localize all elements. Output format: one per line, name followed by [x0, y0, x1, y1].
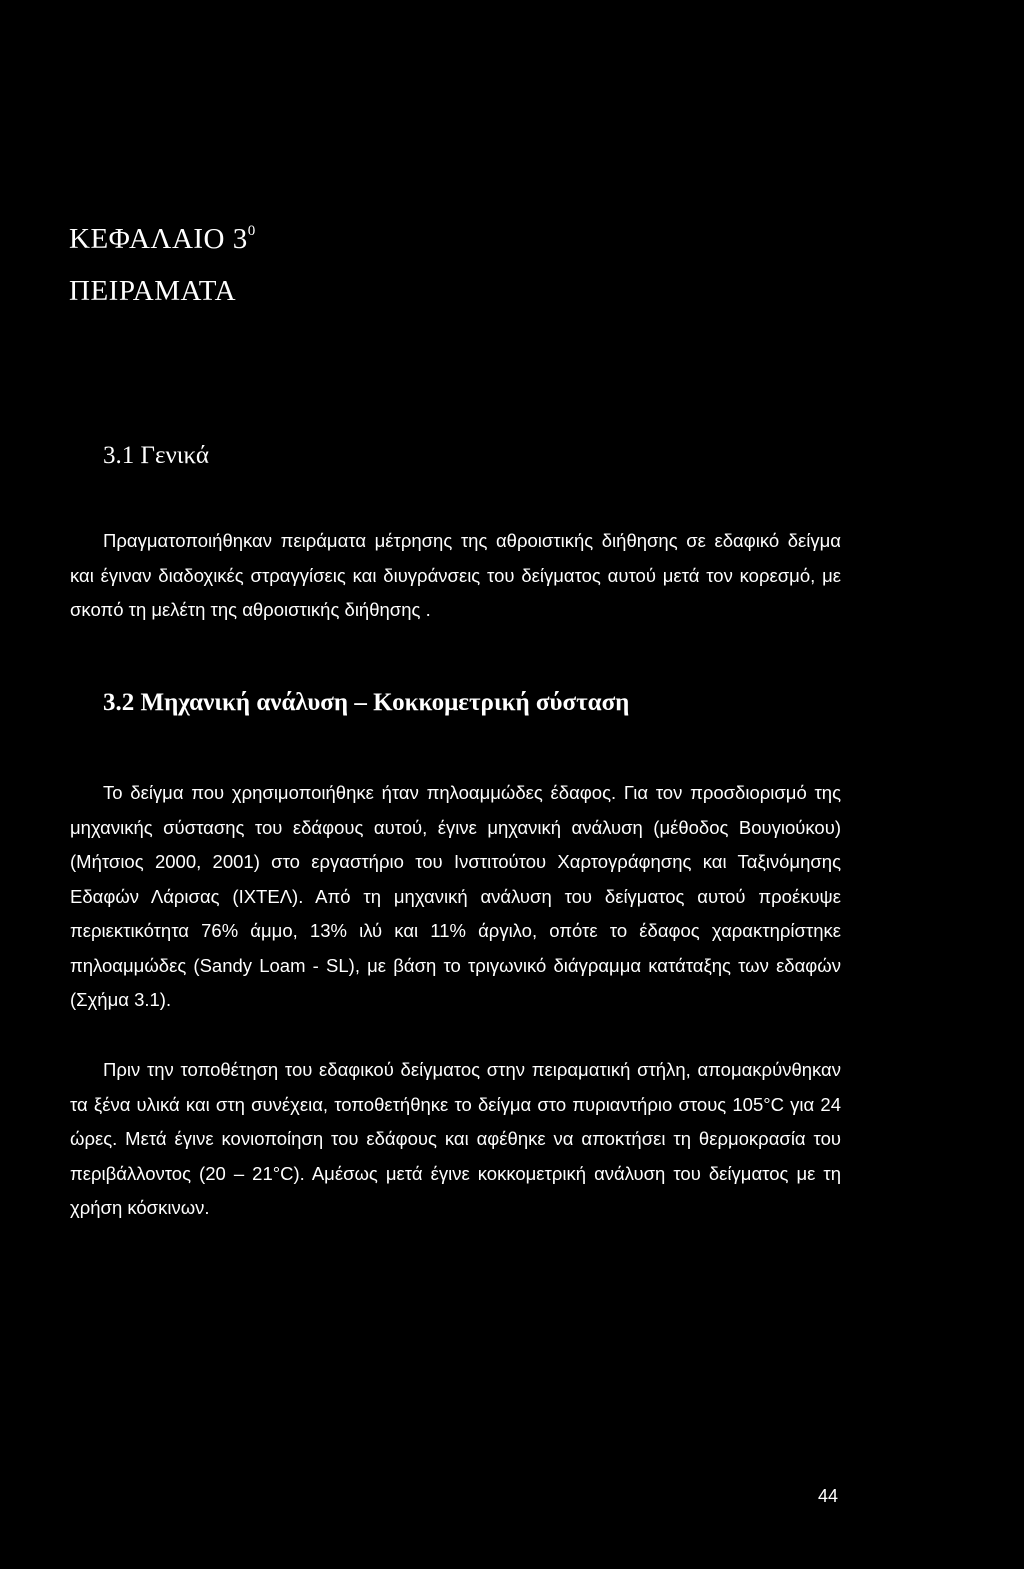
- paragraph-sample-preparation: Πριν την τοποθέτηση του εδαφικού δείγματος στην πειραματική στήλη, απομακρύνθηκαν τα ξένα υλικά και στη συνέχεια, τοποθετήθηκε το δείγμα στο πυριαντήριο στους 105°C για 24 ώρες. Μετά έγινε κονιοποίηση του εδάφους και αφέθηκε να αποκτήσει τη θερμοκρασία του περιβάλλοντος (20 – 21°C). Αμέσως μετά έγινε κοκκομετρική ανάλυση του δείγματος με τη χρήση κόσκινων.: [70, 1059, 841, 1218]
- chapter-number: [69, 224, 256, 254]
- chapter-title: ΠΕΙΡΑΜΑΤΑ: [69, 275, 237, 307]
- paragraph-mechanical-analysis: Το δείγμα που χρησιμοποιήθηκε ήταν πηλοαμμώδες έδαφος. Για τον προσδιορισμό της μηχανικής σύστασης του εδάφους αυτού, έγινε μηχανική ανάλυση (μέθοδος Βουγιούκου) (Μήτσιος 2000, 2001) στο εργαστήριο του Ινστιτούτου Χαρτογράφησης και Ταξινόμησης Εδαφών Λάρισας (ΙΧΤΕΛ). Από τη μηχανική ανάλυση του δείγματος αυτού προέκυψε περιεκτικότητα 76% άμμο, 13% ιλύ και 11% άργιλο, οπότε το έδαφος χαρακτηρίστηκε πηλοαμμώδες (Sandy Loam - SL), με βάση το τριγωνικό διάγραμμα κατάταξης των εδαφών (Σχήμα 3.1).: [70, 782, 841, 1010]
- chapter-number-superscript: 0: [247, 223, 256, 239]
- section-heading-general: 3.1 Γενικά: [103, 442, 209, 469]
- section-heading-mechanical-analysis: 3.2 Μηχανική ανάλυση – Κοκκομετρική σύσταση: [103, 689, 630, 716]
- paragraph-general: Πραγματοποιήθηκαν πειράματα μέτρησης της αθροιστικής διήθησης σε εδαφικό δείγμα και έγιναν διαδοχικές στραγγίσεις και διυγράνσεις του δείγματος αυτού μετά τον κορεσμό, με σκοπό τη μελέτη της αθροιστικής διήθησης .: [70, 530, 841, 620]
- chapter-number-label: ΚΕΦΑΛΑΙΟ 3: [69, 223, 248, 255]
- page-number: 44: [818, 1486, 839, 1506]
